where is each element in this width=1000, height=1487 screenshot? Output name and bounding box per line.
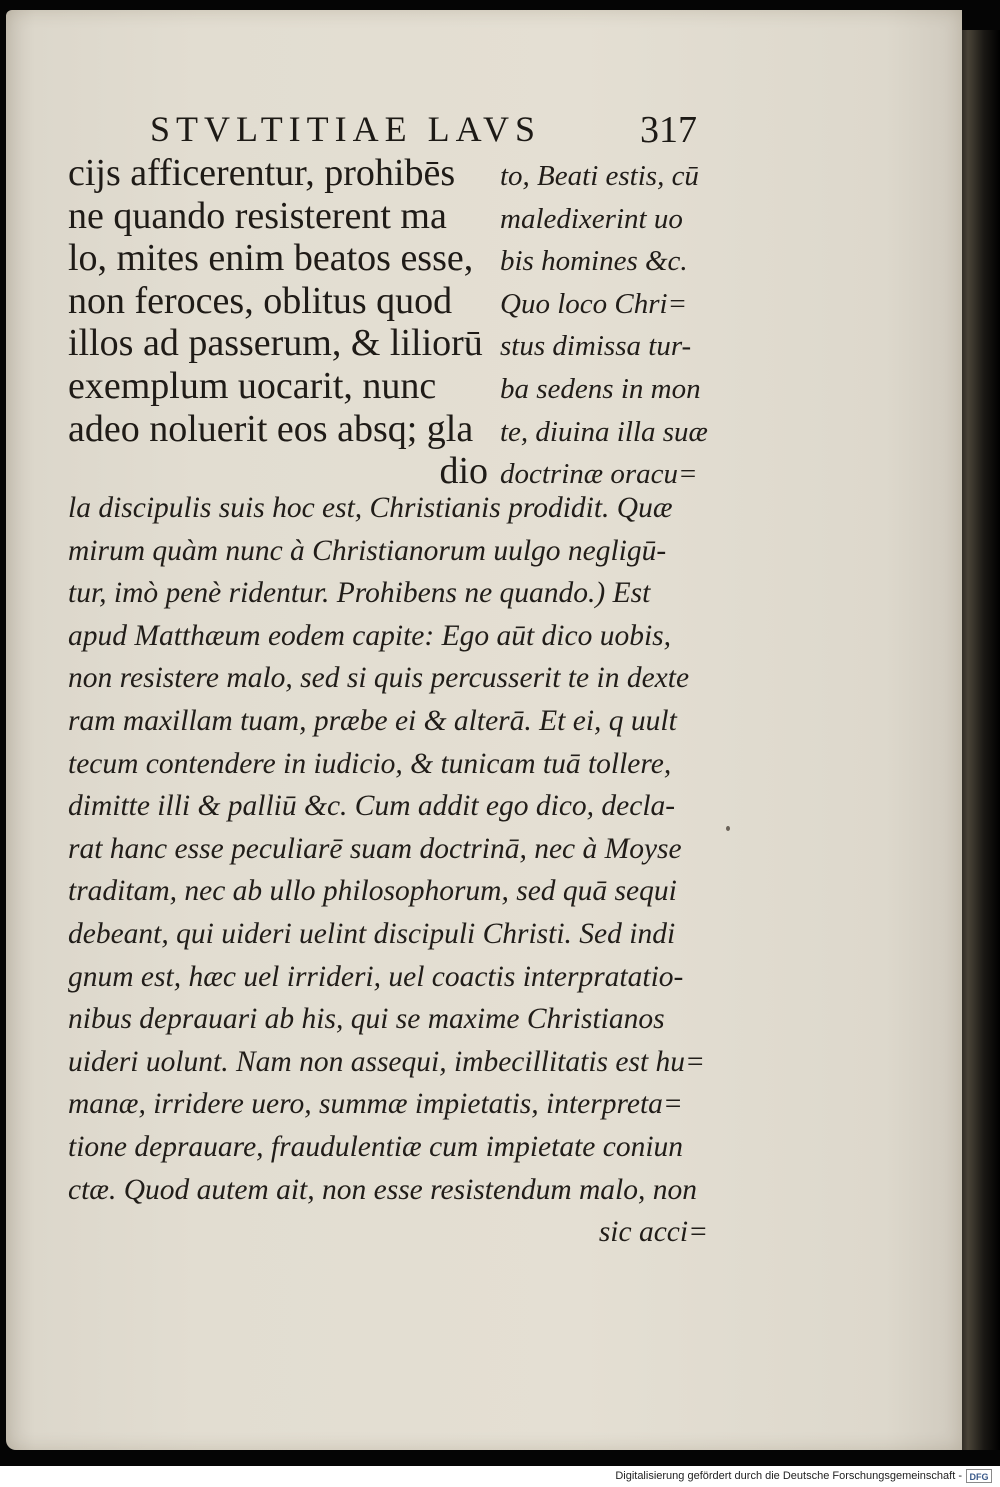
commentary-line: doctrinæ oracu=: [500, 458, 698, 491]
main-text-line: exemplum uocarit, nunc: [68, 364, 437, 407]
commentary-side-column: [500, 155, 712, 496]
commentary-line: apud Matthæum eodem capite: Ego aūt dico uobis,: [68, 619, 672, 652]
running-head: STVLTITIAE LAVS: [150, 109, 542, 149]
commentary-line: uideri uolunt. Nam non assequi, imbecillitatis est hu=: [68, 1045, 705, 1078]
commentary-line: to, Beati estis, cū: [500, 160, 699, 192]
digitization-footer: [0, 1466, 1000, 1487]
main-text-line: illos ad passerum, & liliorū: [68, 322, 483, 365]
catchword: sic acci=: [598, 1216, 708, 1249]
page-number: 317: [640, 109, 697, 151]
commentary-line: manæ, irridere uero, summæ impietatis, interpreta=: [68, 1088, 683, 1121]
commentary-line: nibus deprauari ab his, qui se maxime Christianos: [68, 1003, 665, 1036]
commentary-line: debeant, qui uideri uelint discipuli Christi. Sed indi: [68, 917, 676, 950]
commentary-line: tur, imò penè ridentur. Prohibens ne quando.) Est: [68, 577, 651, 610]
commentary-line: ba sedens in mon: [500, 372, 701, 405]
commentary-line: mirum quàm nunc à Christianorum uulgo negligū-: [68, 534, 667, 567]
funding-credit: Digitalisierung gefördert durch die Deutsche Forschungsgemeinschaft -: [615, 1470, 962, 1482]
main-text-line: dio: [439, 450, 488, 493]
commentary-line: ram maxillam tuam, præbe ei & alterā. Et ei, q uult: [68, 704, 677, 737]
commentary-line: ctæ. Quod autem ait, non esse resistendum malo, non: [68, 1173, 698, 1206]
commentary-line: tione deprauare, fraudulentiæ cum impietate coniun: [68, 1130, 684, 1163]
paper-speck: [726, 826, 730, 831]
commentary-line: la discipulis suis hoc est, Christianis prodidit. Quæ: [68, 492, 673, 524]
commentary-line: dimitte illi & palliū &c. Cum addit ego dico, decla-: [68, 790, 676, 823]
main-text-line: ne quando resisterent ma: [68, 194, 447, 237]
commentary-line: maledixerint uo: [500, 202, 683, 235]
commentary-line: Quo loco Chri=: [500, 287, 688, 320]
commentary-full-width: [68, 487, 708, 1254]
commentary-line: rat hanc esse peculiarē suam doctrinā, nec à Moyse: [68, 832, 682, 865]
commentary-line: bis homines &c.: [500, 245, 688, 278]
main-text-line: adeo noluerit eos absq; gla: [68, 407, 474, 450]
commentary-line: non resistere malo, sed si quis percusserit te in dexte: [68, 662, 690, 695]
commentary-line: stus dimissa tur-: [500, 330, 692, 363]
commentary-line: gnum est, hæc uel irrideri, uel coactis interpratatio-: [68, 960, 684, 993]
main-text-line: lo, mites enim beatos esse,: [68, 237, 474, 280]
commentary-line: tecum contendere in iudicio, & tunicam tuā tollere,: [68, 747, 672, 780]
main-text-column: [68, 152, 488, 493]
main-text-line: cijs afficerentur, prohibēs: [68, 152, 456, 194]
dfg-logo-icon: DFG: [966, 1469, 992, 1483]
page-edge: [960, 30, 1000, 1450]
commentary-line: traditam, nec ab ullo philosophorum, sed quā sequi: [68, 875, 677, 908]
commentary-line: te, diuina illa suæ: [500, 415, 708, 448]
main-text-line: non feroces, oblitus quod: [68, 279, 453, 322]
